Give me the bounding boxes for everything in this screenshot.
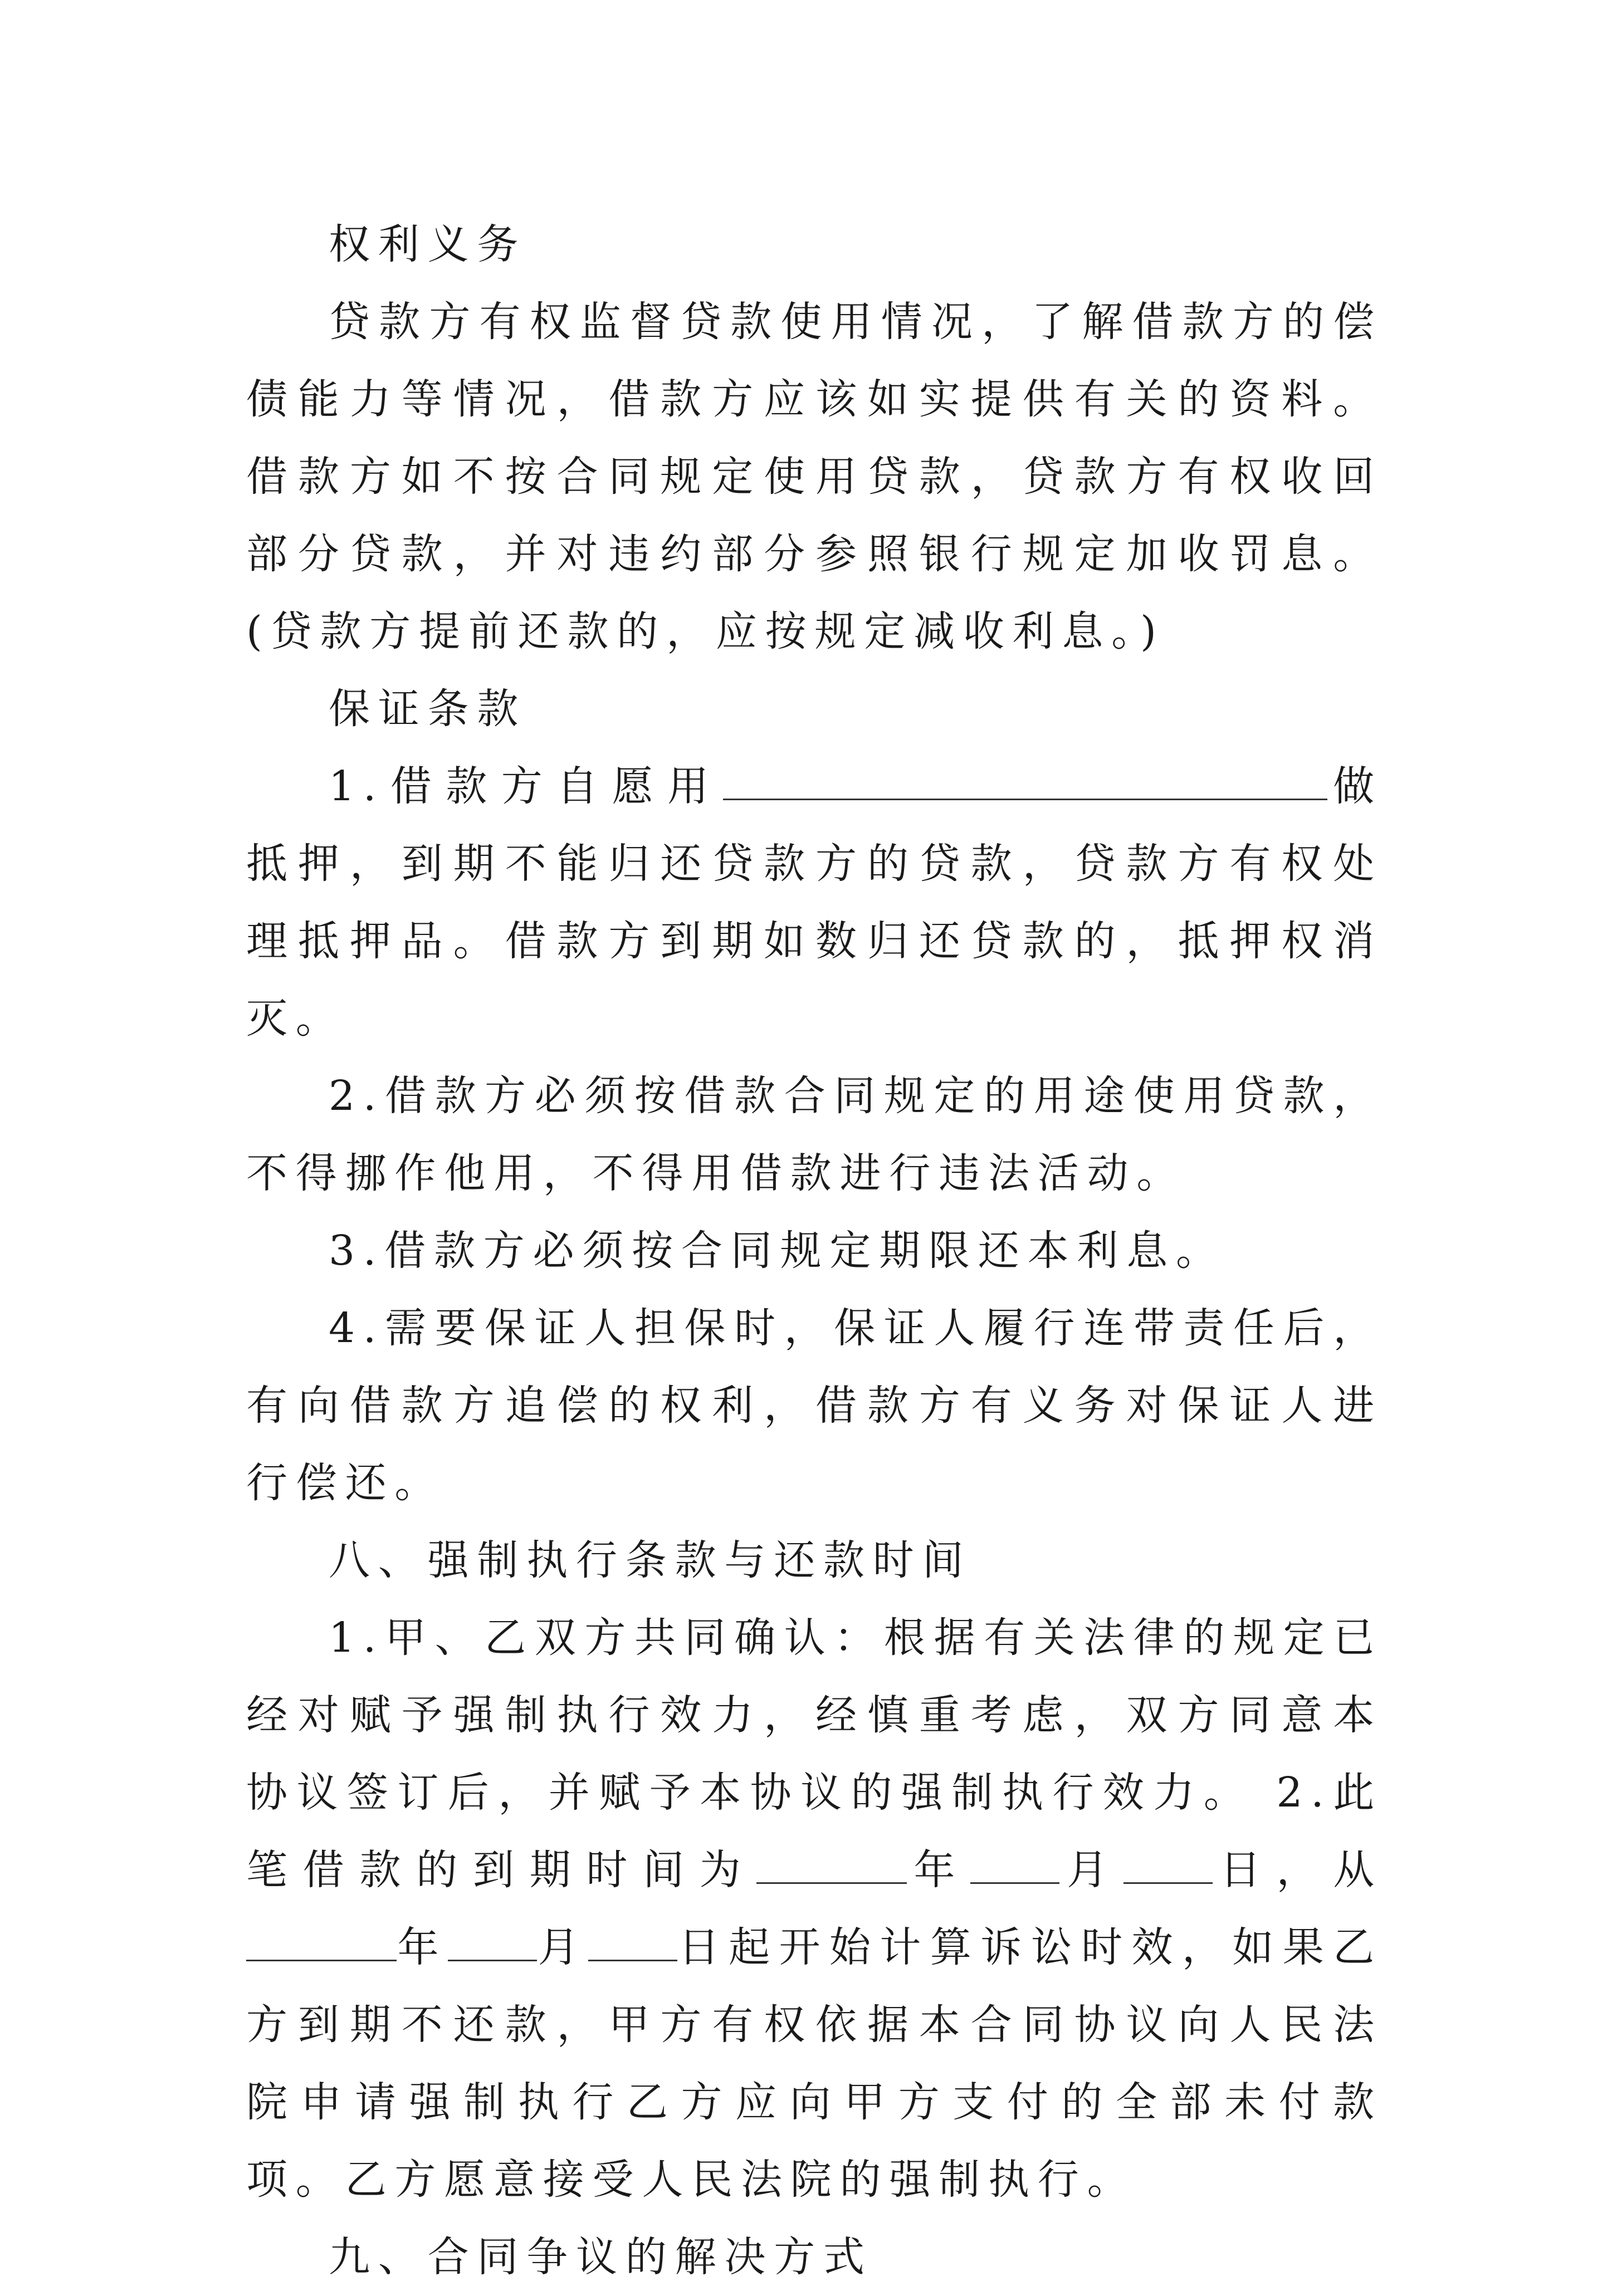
heading-rights-obligations: 权利义务	[329, 221, 527, 268]
start-day-blank-line	[588, 1921, 677, 1961]
document-body	[246, 206, 1383, 2296]
paragraph-rights-obligations: 贷款方有权监督贷款使用情况，了解借款方的偿债能力等情况，借款方应该如实提供有关的资料。借款方如不按合同规定使用贷款，贷款方有权收回部分贷款，并对违约部分参照银行规定加收罚息。(贷款方提前还款的，应按规定减收利息。)	[246, 298, 1383, 655]
heading-guarantee-clauses: 保证条款	[329, 685, 527, 733]
due-year-blank-line	[756, 1843, 907, 1884]
paragraph-guarantee-item-3: 3.借款方必须按合同规定期限还本利息。	[329, 1227, 1225, 1275]
start-year-label: 年	[397, 1923, 448, 1971]
collateral-blank-line	[723, 760, 1327, 800]
guarantee-item-1-lead: 1.借款方自愿用	[329, 762, 723, 810]
due-day-label: 日，从	[1212, 1846, 1383, 1894]
heading-enforcement-repayment: 八、强制执行条款与还款时间	[329, 1536, 972, 1584]
paragraph-guarantee-item-1	[246, 748, 1383, 1058]
paragraph-enforcement	[246, 1599, 1383, 2219]
due-month-blank-line	[970, 1843, 1059, 1884]
enforcement-text-part-1: 1.甲、乙双方共同确认：根据有关法律的规定已经对赋予强制执行效力，经慎重考虑，双方同意本协议签订后，并赋予本协议的强制执行效力。 2.此笔借款的到期时间为	[246, 1614, 1383, 1894]
heading-dispute-resolution: 九、合同争议的解决方式	[329, 2233, 873, 2281]
start-year-blank-line	[246, 1921, 397, 1961]
due-day-blank-line	[1123, 1843, 1213, 1884]
due-month-label: 月	[1059, 1846, 1123, 1894]
enforcement-text-part-2: 日起开始计算诉讼时效，如果乙方到期不还款，甲方有权依据本合同协议向人民法院申请强制执行乙方应向甲方支付的全部未付款项。乙方愿意接受人民法院的强制执行。	[246, 1923, 1383, 2204]
paragraph-guarantee-item-4: 4.需要保证人担保时，保证人履行连带责任后，有向借款方追偿的权利，借款方有义务对保证人进行偿还。	[246, 1304, 1383, 1507]
start-month-label: 月	[537, 1923, 589, 1971]
guarantee-item-1-rest: 做抵押，到期不能归还贷款方的贷款，贷款方有权处理抵押品。借款方到期如数归还贷款的，抵押权消灭。	[246, 762, 1383, 1042]
paragraph-guarantee-item-2: 2.借款方必须按借款合同规定的用途使用贷款，不得挪作他用，不得用借款进行违法活动。	[246, 1072, 1383, 1197]
start-month-blank-line	[448, 1921, 537, 1961]
due-year-label: 年	[906, 1846, 971, 1894]
